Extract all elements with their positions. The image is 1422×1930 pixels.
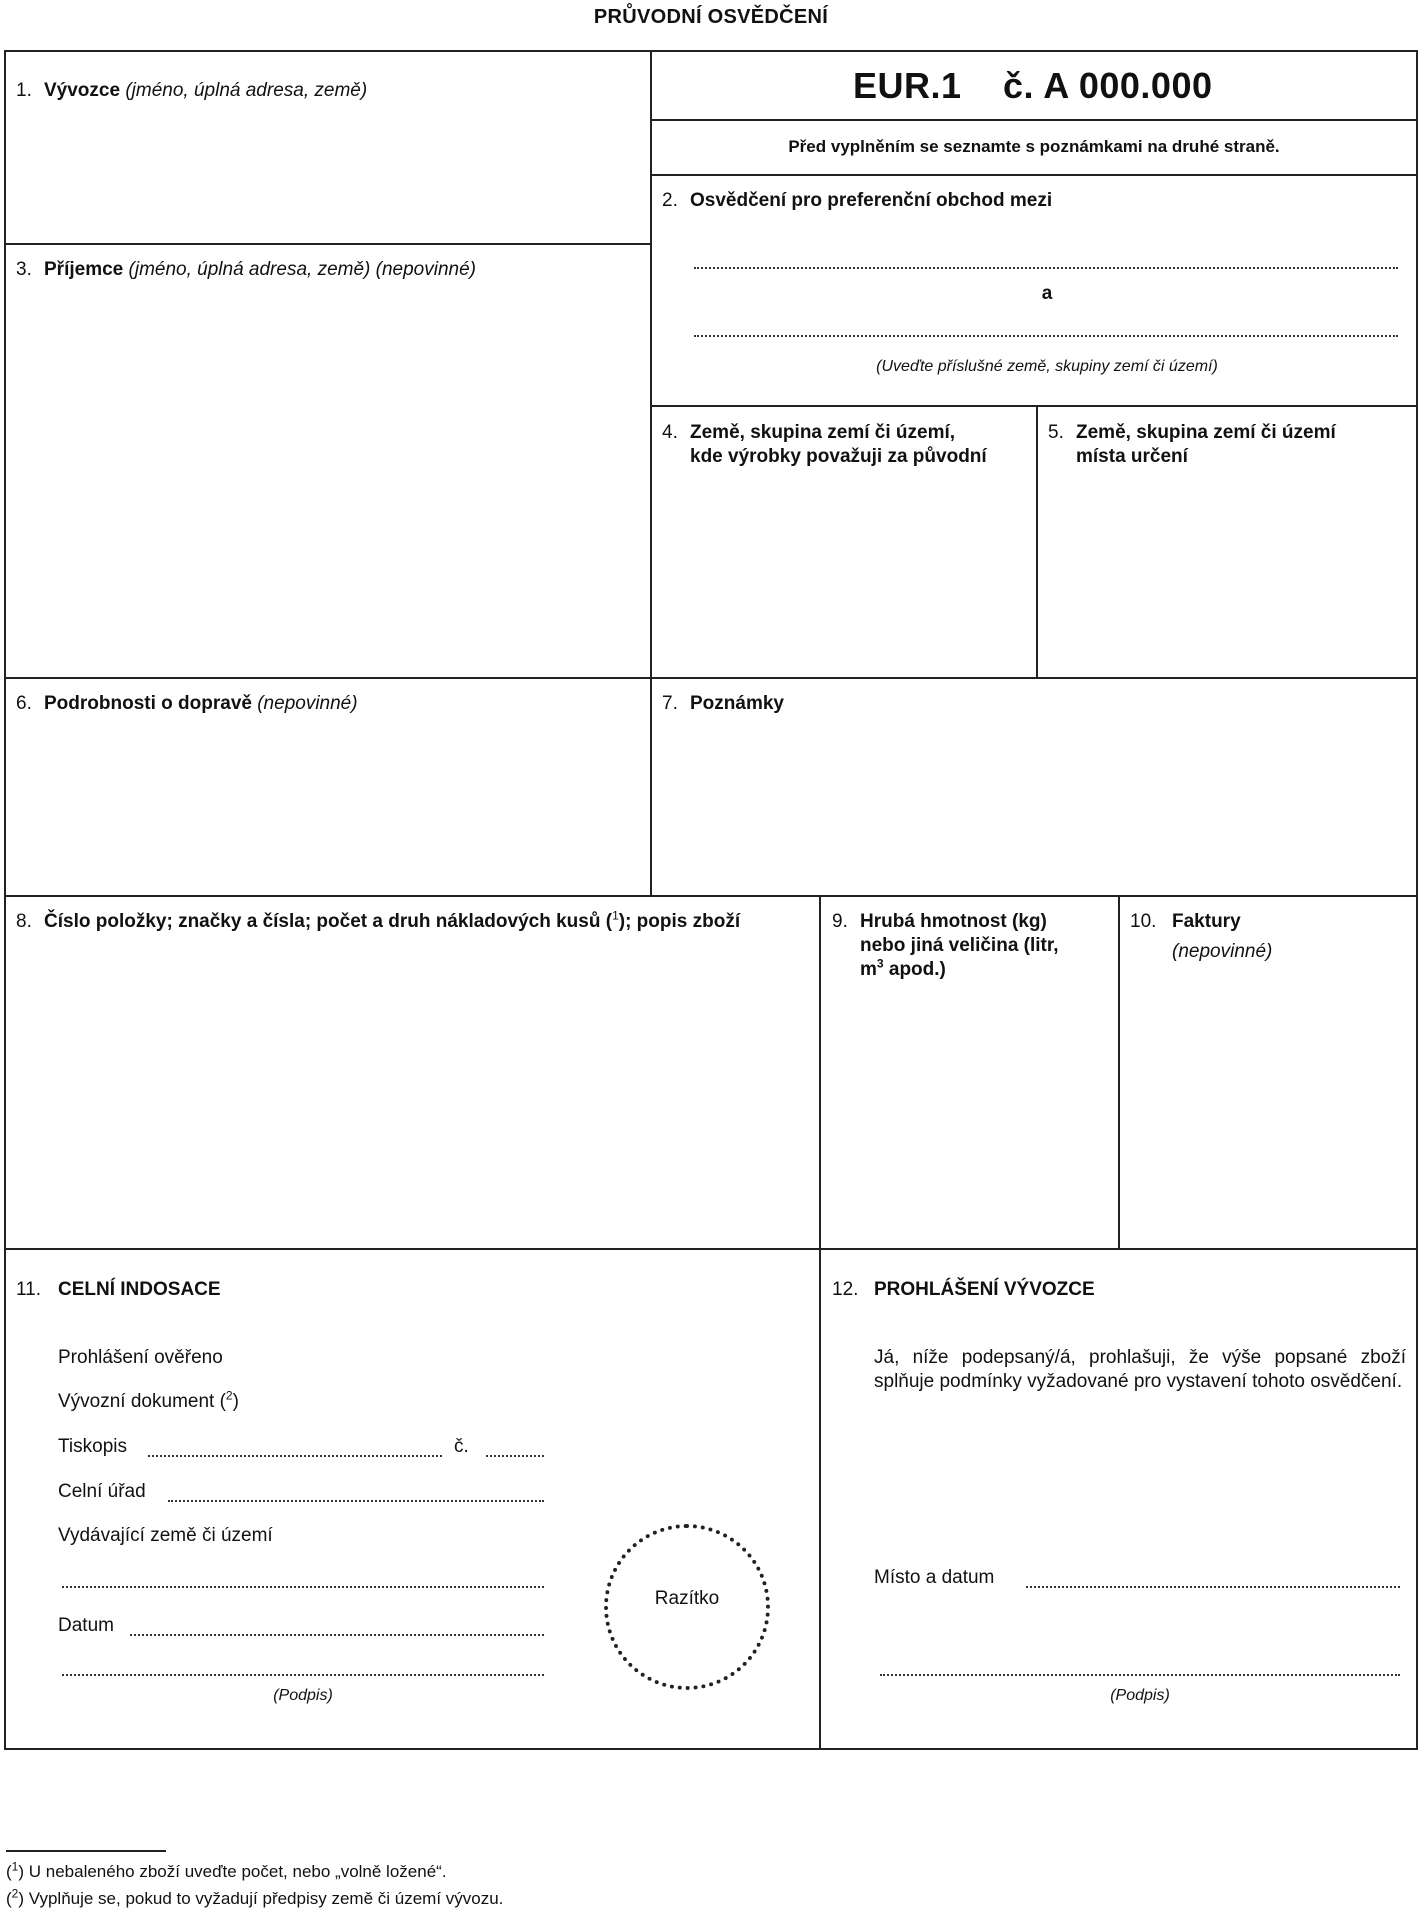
box11-office-label: Celní úřad: [58, 1481, 146, 1502]
box11-no-label: č.: [454, 1436, 469, 1457]
box9-label: 9. Hrubá hmotnost (kg): [832, 911, 1047, 932]
box5-label: 5. Země, skupina zemí či území: [1048, 422, 1336, 443]
box2-dotline-1: [694, 267, 1398, 269]
stamp-label: Razítko: [654, 1588, 720, 1609]
eur1-title: EUR.1: [853, 65, 962, 106]
instruction-text: Před vyplněním se seznamte s poznámkami na druhé straně.: [788, 137, 1280, 156]
document-title: PRŮVODNÍ OSVĚDČENÍ: [593, 6, 829, 28]
box11-signature-dotline: [62, 1674, 544, 1676]
box11-date-label: Datum: [58, 1615, 114, 1636]
box11-office-dotline: [168, 1500, 544, 1502]
box12-declaration: Já, níže podepsaný/á, prohlašuji, že výše popsané zboží splňuje podmínky vyžadované pro vystavení tohoto osvědčení.: [874, 1347, 1406, 1392]
box2-dotline-2: [694, 335, 1398, 337]
box11-verified: Prohlášení ověřeno: [58, 1347, 223, 1368]
box1-label: 1. Vývozce (jméno, úplná adresa, země): [16, 80, 368, 101]
box11-form-label: Tiskopis: [58, 1436, 127, 1457]
box12-label: 12. PROHLÁŠENÍ VÝVOZCE: [832, 1279, 1095, 1300]
box11-issuing-label: Vydávající země či území: [58, 1525, 273, 1546]
box8-label: 8. Číslo položky; značky a čísla; počet a druh nákladových kusů ($^1$); popis zboží: [16, 908, 741, 932]
box4-label-line2: kde výrobky považuji za původní: [690, 446, 987, 467]
box12-place-date-label: Místo a datum: [874, 1567, 995, 1588]
box2-and: a: [1041, 283, 1053, 304]
divider-box1-right: [650, 50, 652, 895]
box3-label: 3. Příjemce (jméno, úplná adresa, země) (nepovinné): [16, 259, 476, 280]
box6-label: 6. Podrobnosti o dopravě (nepovinné): [16, 693, 358, 714]
divider-row-boxes-8-10: [4, 895, 1418, 897]
divider-box1-bottom: [4, 243, 650, 245]
box11-export-document: Vývozní dokument ($^2$): [58, 1388, 239, 1412]
box5-label-line2: místa určení: [1076, 446, 1188, 467]
divider-row-boxes-6-7: [4, 677, 1418, 679]
divider-row-boxes-11-12: [4, 1248, 1418, 1250]
footnote-separator: [6, 1850, 166, 1852]
box11-no-dotline: [486, 1455, 544, 1457]
box11-form-dotline: [148, 1455, 442, 1457]
divider-box4-right: [1036, 405, 1038, 677]
divider-box2-bottom: [650, 405, 1418, 407]
divider-eur-bottom: [650, 119, 1418, 121]
box7-label: 7. Poznámky: [662, 693, 784, 714]
box12-signature-caption: (Podpis): [1110, 1687, 1170, 1704]
box9-label-line2: nebo jiná veličina (litr,: [860, 935, 1059, 956]
box12-place-date-dotline: [1026, 1586, 1400, 1588]
footnote-2: ($^2$) Vyplňuje se, pokud to vyžadují předpisy země či území vývozu.: [6, 1886, 504, 1908]
certificate-number: č. A 000.000: [1003, 65, 1213, 106]
divider-box9-right: [1118, 895, 1120, 1248]
box10-label: 10. Faktury: [1130, 911, 1241, 932]
box11-date-dotline: [130, 1634, 544, 1636]
box11-signature-caption: (Podpis): [273, 1687, 333, 1704]
box11-issuing-dotline: [62, 1586, 544, 1588]
box9-label-line3: $m^3$ apod.): [860, 956, 946, 980]
footnote-1: ($^1$) U nebaleného zboží uveďte počet, nebo „volně ložené“.: [6, 1859, 447, 1881]
box4-label: 4. Země, skupina zemí či území,: [662, 422, 956, 443]
box12-signature-dotline: [880, 1674, 1400, 1676]
box2-hint: (Uveďte příslušné země, skupiny zemí či území): [876, 358, 1218, 375]
box10-note: (nepovinné): [1172, 941, 1273, 962]
box11-label: 11. CELNÍ INDOSACE: [16, 1279, 221, 1300]
divider-box8-right: [819, 895, 821, 1750]
divider-instruction-bottom: [650, 174, 1418, 176]
box2-label: 2. Osvědčení pro preferenční obchod mezi: [662, 190, 1053, 211]
